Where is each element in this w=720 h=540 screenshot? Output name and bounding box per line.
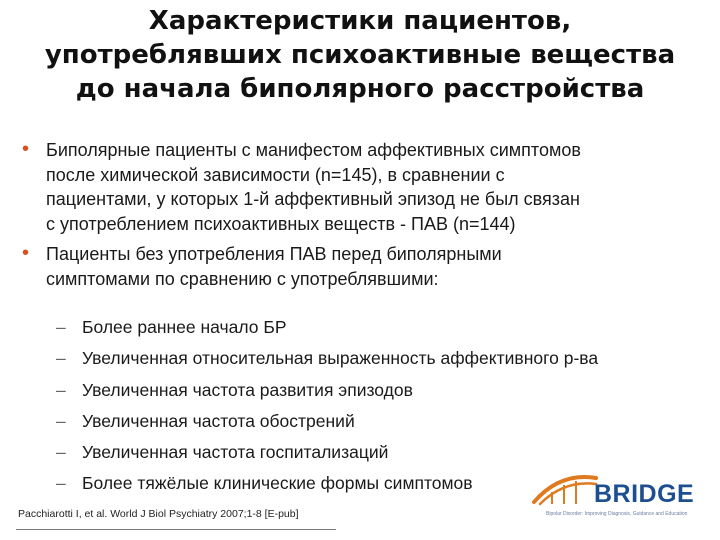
bridge-arch-icon (530, 468, 600, 508)
logo-tagline: Bipolar Disorder: Improving Diagnosis, Guidance and Education (546, 511, 688, 517)
sub-item-text: Более тяжёлые клинические формы симптомов (82, 473, 473, 494)
dash-marker: – (56, 473, 66, 494)
bullet-1-line-4: с употреблением психоактивных веществ - ПАВ (n=144) (46, 213, 516, 234)
dash-marker: – (56, 442, 66, 463)
bullet-2-line-2: симптомами по сравнению с употреблявшими: (46, 268, 439, 289)
dash-marker: – (56, 317, 66, 337)
sub-item (56, 410, 706, 441)
sub-item-text: Увеличенная относительная выраженность аффективного р-ва (82, 348, 599, 369)
title-line-2: употреблявших психоактивные вещества (44, 40, 676, 70)
sub-item-text: Увеличенная частота госпитализаций (82, 442, 389, 463)
bullet-marker: • (22, 242, 30, 264)
slide-title (0, 4, 720, 106)
logo-wordmark: BRIDGE (594, 480, 695, 508)
bullet-list (18, 138, 708, 291)
citation-footnote: Pacchiarotti I, et al. World J Biol Psychiatry 2007;1-8 [E-pub] (18, 508, 299, 520)
bullet-item-2 (18, 242, 708, 291)
bullet-1-line-3: пациентами, у которых 1-й аффективный эпизод не был связан (46, 189, 580, 209)
bullet-2-line-1: Пациенты без употребления ПАВ перед биполярными (46, 244, 502, 264)
footnote-underline (16, 529, 336, 530)
sub-item (56, 379, 706, 410)
dash-marker: – (56, 410, 66, 431)
sub-item-text: Увеличенная частота развития эпизодов (82, 379, 413, 400)
sub-item-text: Более раннее начало БР (82, 317, 287, 337)
dash-marker: – (56, 379, 66, 400)
bullet-1-line-1: Биполярные пациенты с манифестом аффективных симптомов (46, 140, 581, 160)
sub-item (56, 316, 706, 347)
sub-item (56, 347, 706, 378)
bullet-item-1 (18, 138, 708, 236)
bullet-marker: • (22, 138, 30, 160)
bridge-logo (530, 468, 710, 530)
title-line-3: до начала биполярного расстройства (75, 74, 645, 104)
title-line-1: Характеристики пациентов, (148, 6, 572, 36)
dash-marker: – (56, 348, 66, 369)
sub-item-text: Увеличенная частота обострений (82, 410, 355, 431)
bullet-1-line-2: после химической зависимости (n=145), в сравнении с (46, 164, 505, 185)
